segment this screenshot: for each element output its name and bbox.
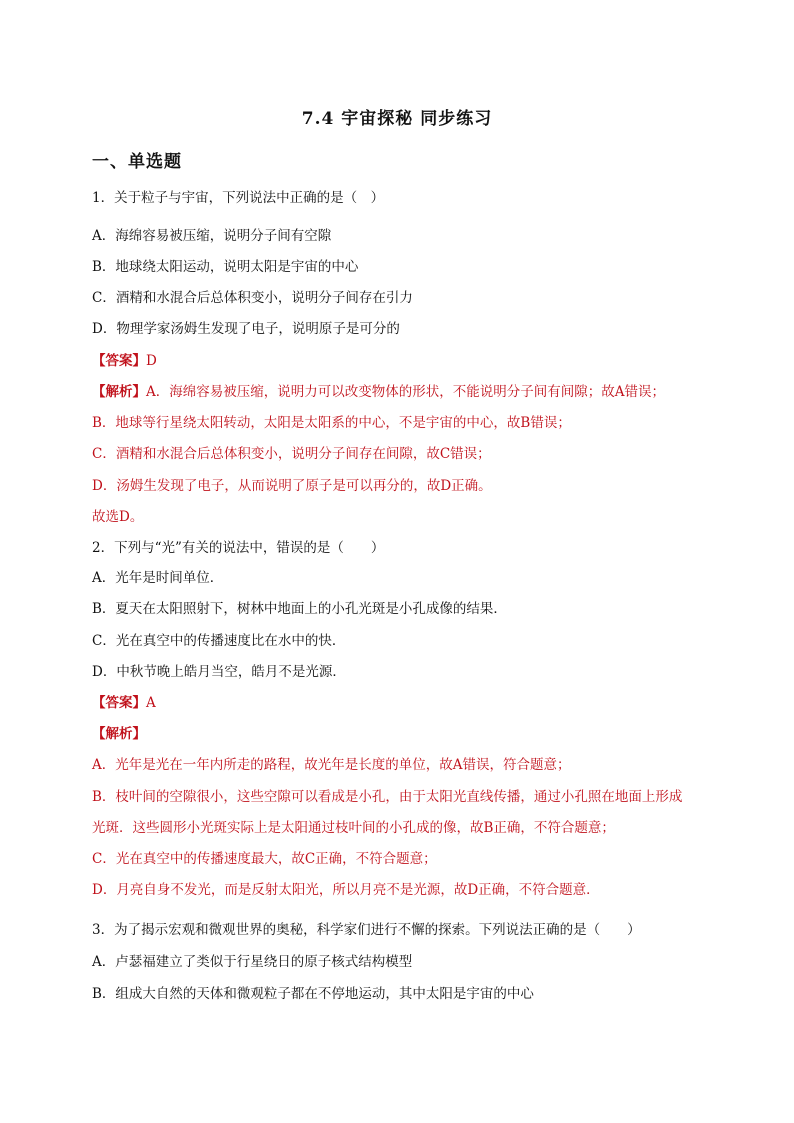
question-3-option-a: A．卢瑟福建立了类似于行星绕日的原子核式结构模型 <box>92 954 413 970</box>
question-1-analysis-b: B．地球等行星绕太阳转动，太阳是太阳系的中心，不是宇宙的中心，故B错误； <box>92 415 571 431</box>
question-2-analysis-c: C．光在真空中的传播速度最大，故C正确，不符合题意； <box>92 851 437 867</box>
question-2-analysis-a: A．光年是光在一年内所走的路程，故光年是长度的单位，故A错误，符合题意； <box>92 757 571 773</box>
question-2-option-c: C．光在真空中的传播速度比在水中的快． <box>92 633 346 649</box>
question-1-option-c: C．酒精和水混合后总体积变小，说明分子间存在引力 <box>92 290 413 306</box>
question-1-analysis-d: D．汤姆生发现了电子，从而说明了原子是可以再分的，故D正确。 <box>92 478 492 494</box>
question-3-option-b: B．组成大自然的天体和微观粒子都在不停地运动，其中太阳是宇宙的中心 <box>92 986 534 1002</box>
analysis-text: A．海绵容易被压缩，说明力可以改变物体的形状，不能说明分子间有间隙；故A错误； <box>146 384 665 400</box>
question-1-option-a: A．海绵容易被压缩，说明分子间有空隙 <box>92 228 332 244</box>
question-2-analysis-b-line-1: B．枝叶间的空隙很小，这些空隙可以看成是小孔，由于太阳光直线传播，通过小孔照在地面上形成 <box>92 789 683 805</box>
question-1-analysis-c: C．酒精和水混合后总体积变小，说明分子间存在间隙，故C错误； <box>92 446 491 462</box>
question-2-stem: 2．下列与“光”有关的说法中，错误的是（ ） <box>92 540 385 556</box>
question-3-stem: 3．为了揭示宏观和微观世界的奥秘，科学家们进行不懈的探索。下列说法正确的是（ ） <box>92 922 641 938</box>
question-2-answer <box>92 693 732 713</box>
answer-tag: 【答案】 <box>92 695 146 711</box>
question-2-analysis-b-line-2: 光斑．这些圆形小光斑实际上是太阳通过枝叶间的小孔成的像，故B正确，不符合题意； <box>92 820 615 836</box>
section-heading: 一、单选题 <box>92 152 182 172</box>
question-1-option-d: D．物理学家汤姆生发现了电子，说明原子是可分的 <box>92 321 400 337</box>
question-2-option-d: D．中秋节晚上皓月当空，皓月不是光源． <box>92 664 346 680</box>
question-2-option-b: B．夏天在太阳照射下，树林中地面上的小孔光斑是小孔成像的结果． <box>92 601 507 617</box>
analysis-tag: 【解析】 <box>92 726 146 742</box>
answer-value: A <box>146 695 156 711</box>
question-1-option-b: B．地球绕太阳运动，说明太阳是宇宙的中心 <box>92 259 359 275</box>
analysis-tag: 【解析】 <box>92 384 146 400</box>
question-1-conclusion: 故选D。 <box>92 509 144 525</box>
question-2-analysis-d: D．月亮自身不发光，而是反射太阳光，所以月亮不是光源，故D正确，不符合题意． <box>92 882 600 898</box>
question-1-stem: 1．关于粒子与宇宙，下列说法中正确的是（ ） <box>92 190 385 206</box>
question-1-analysis-a <box>92 382 732 402</box>
question-1-answer <box>92 351 732 371</box>
document-title: 7.4 宇宙探秘 同步练习 <box>301 109 493 129</box>
answer-tag: 【答案】 <box>92 353 146 369</box>
question-2-option-a: A．光年是时间单位． <box>92 570 224 586</box>
question-2-analysis-heading <box>92 724 732 744</box>
answer-value: D <box>146 353 157 369</box>
